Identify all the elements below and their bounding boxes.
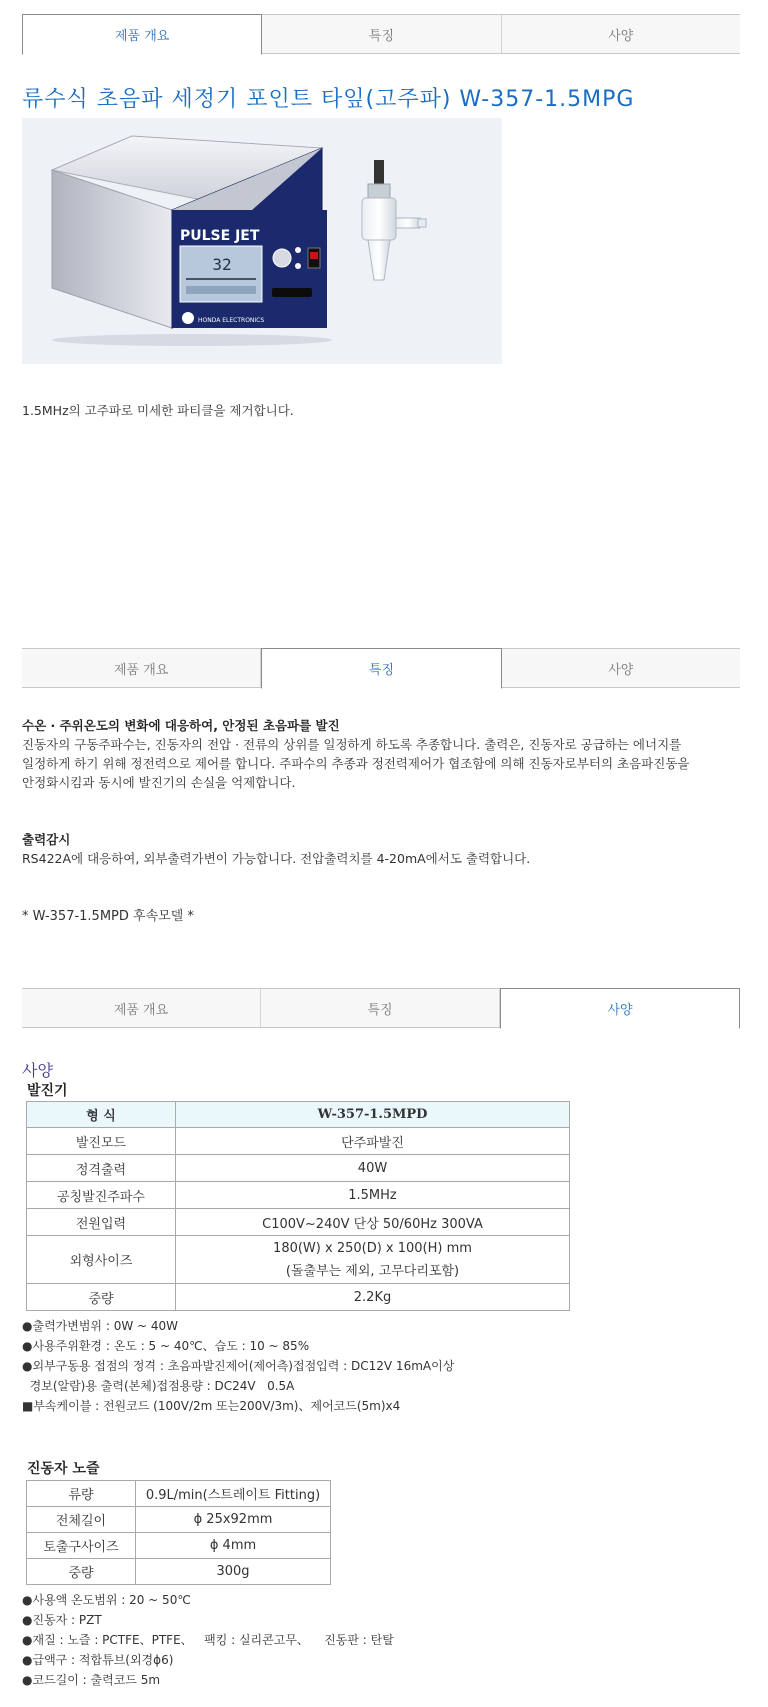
- feature-heading-1: 수온 · 주위온도의 변화에 대응하여, 안정된 초음파를 발진: [22, 718, 340, 733]
- note-item: ●출력가변범위 : 0W ~ 40W: [22, 1319, 179, 1333]
- feature-heading-2: 출력감시: [22, 832, 71, 847]
- maker-label: HONDA ELECTRONICS: [198, 317, 265, 324]
- successor-note: * W-357-1.5MPD 후속모델 *: [22, 909, 194, 924]
- overview-text: 1.5MHz의 고주파로 미세한 파티클을 제거합니다.: [22, 403, 294, 418]
- note-item: ●재질 : 노즐 : PCTFE、PTFE、 팩킹 : 실리콘고무、 진동판 : 탄탈: [22, 1633, 394, 1647]
- row-value: C100V~240V 단상 50/60Hz 300VA: [176, 1209, 570, 1236]
- row-label: 류량: [27, 1481, 136, 1507]
- feature-line: 진동자의 구동주파수는, 진동자의 전압 · 전류의 상위를 일정하게 하도록 추종합니다. 출력은, 진동자로 공급하는 에너지를: [22, 737, 682, 752]
- transducer-title: 진동자 노즐: [27, 1461, 100, 1477]
- header-model: W-357-1.5MPD: [176, 1102, 570, 1128]
- size-note: (돌출부는 제외, 고무다리포함): [285, 1263, 460, 1279]
- row-value: 0.9L/min(스트레이트 Fitting): [136, 1481, 331, 1507]
- row-value: ϕ 25x92mm: [136, 1507, 331, 1533]
- row-label: 외형사이즈: [27, 1236, 176, 1284]
- tab-features[interactable]: 특징: [262, 15, 501, 53]
- row-label: 발진모드: [27, 1128, 176, 1155]
- table-row: [27, 1182, 570, 1209]
- table-header-row: [27, 1102, 570, 1128]
- row-label: 중량: [27, 1559, 136, 1585]
- product-illustration: [22, 118, 502, 364]
- display-readout: 32: [212, 255, 232, 274]
- tab-overview[interactable]: 제품 개요: [22, 989, 261, 1027]
- note-item: ●코드길이 : 출력코드 5m: [22, 1673, 161, 1687]
- product-image: [22, 118, 502, 364]
- tab-spec[interactable]: 사양: [500, 988, 740, 1029]
- tab-features[interactable]: 특징: [261, 989, 500, 1027]
- tab-spec[interactable]: 사양: [608, 28, 634, 44]
- feature-paragraph-1: [22, 735, 742, 792]
- row-label: 중량: [27, 1284, 176, 1311]
- transducer-table: [26, 1480, 331, 1585]
- tab-bar-spec: [22, 988, 740, 1028]
- table-row: [27, 1559, 331, 1585]
- note-item: 경보(알람)용 출력(본체)접점용량 : DC24V 0.5A: [22, 1379, 295, 1393]
- table-row: [27, 1128, 570, 1155]
- row-label: 정격출력: [27, 1155, 176, 1182]
- product-title: 류수식 초음파 세정기 포인트 타잎(고주파) W-357-1.5MPG: [22, 87, 635, 112]
- table-row: [27, 1209, 570, 1236]
- tab-bar-features: [22, 648, 740, 688]
- row-value: 300g: [136, 1559, 331, 1585]
- note-item: ●진동자 : PZT: [22, 1613, 102, 1627]
- row-value: 1.5MHz: [176, 1182, 570, 1209]
- tab-overview[interactable]: 제품 개요: [22, 649, 261, 687]
- tab-features[interactable]: 특징: [261, 648, 501, 689]
- tab-spec[interactable]: 사양: [608, 662, 634, 678]
- row-label: 공칭발진주파수: [27, 1182, 176, 1209]
- row-value: 40W: [176, 1155, 570, 1182]
- table-row: [27, 1481, 331, 1507]
- feature-line: 일정하게 하기 위해 정전력으로 제어를 합니다. 주파수의 추종과 정전력제어가 협조함에 의해 진동자로부터의 초음파진동을: [22, 756, 690, 771]
- note-item: ■부속케이블 : 전원코드 (100V/2m 또는200V/3m)、제어코드(5m)x4: [22, 1399, 401, 1413]
- oscillator-table: [26, 1101, 570, 1311]
- feature-line: 안정화시킴과 동시에 발진기의 손실을 억제합니다.: [22, 775, 296, 790]
- note-item: ●외부구동용 접점의 정격 : 초음파발진제어(제어측)접점입력 : DC12V 16mA이상: [22, 1359, 455, 1373]
- row-value: ϕ 4mm: [136, 1533, 331, 1559]
- oscillator-title: 발진기: [27, 1083, 68, 1099]
- table-row: [27, 1507, 331, 1533]
- spec-section-title: 사양: [22, 1061, 53, 1080]
- transducer-notes: [22, 1590, 394, 1690]
- table-row: [27, 1533, 331, 1559]
- row-label: 토출구사이즈: [27, 1533, 136, 1559]
- table-row: [27, 1236, 570, 1284]
- size-line: 180(W) x 250(D) x 100(H) mm: [273, 1240, 472, 1256]
- row-value: 단주파발진: [176, 1128, 570, 1155]
- tab-bar-top: [22, 14, 740, 54]
- tab-overview[interactable]: 제품 개요: [22, 14, 262, 55]
- row-label: 전체길이: [27, 1507, 136, 1533]
- note-item: ●급액구 : 적합튜브(외경ϕ6): [22, 1653, 174, 1667]
- table-row: [27, 1155, 570, 1182]
- row-value: [176, 1236, 570, 1284]
- row-label: 전원입력: [27, 1209, 176, 1236]
- note-item: ●사용주위환경 : 온도 : 5 ~ 40℃、습도 : 10 ~ 85%: [22, 1339, 310, 1353]
- feature-paragraph-2: RS422A에 대응하여, 외부출력가변이 가능합니다. 전압출력치를 4-20mA에서도 출력합니다.: [22, 851, 531, 866]
- row-value: 2.2Kg: [176, 1284, 570, 1311]
- header-label: 형 식: [27, 1102, 176, 1128]
- brand-label: PULSE JET: [180, 228, 260, 244]
- table-row: [27, 1284, 570, 1311]
- note-item: ●사용액 온도범위 : 20 ~ 50℃: [22, 1593, 191, 1607]
- oscillator-notes: [22, 1316, 454, 1416]
